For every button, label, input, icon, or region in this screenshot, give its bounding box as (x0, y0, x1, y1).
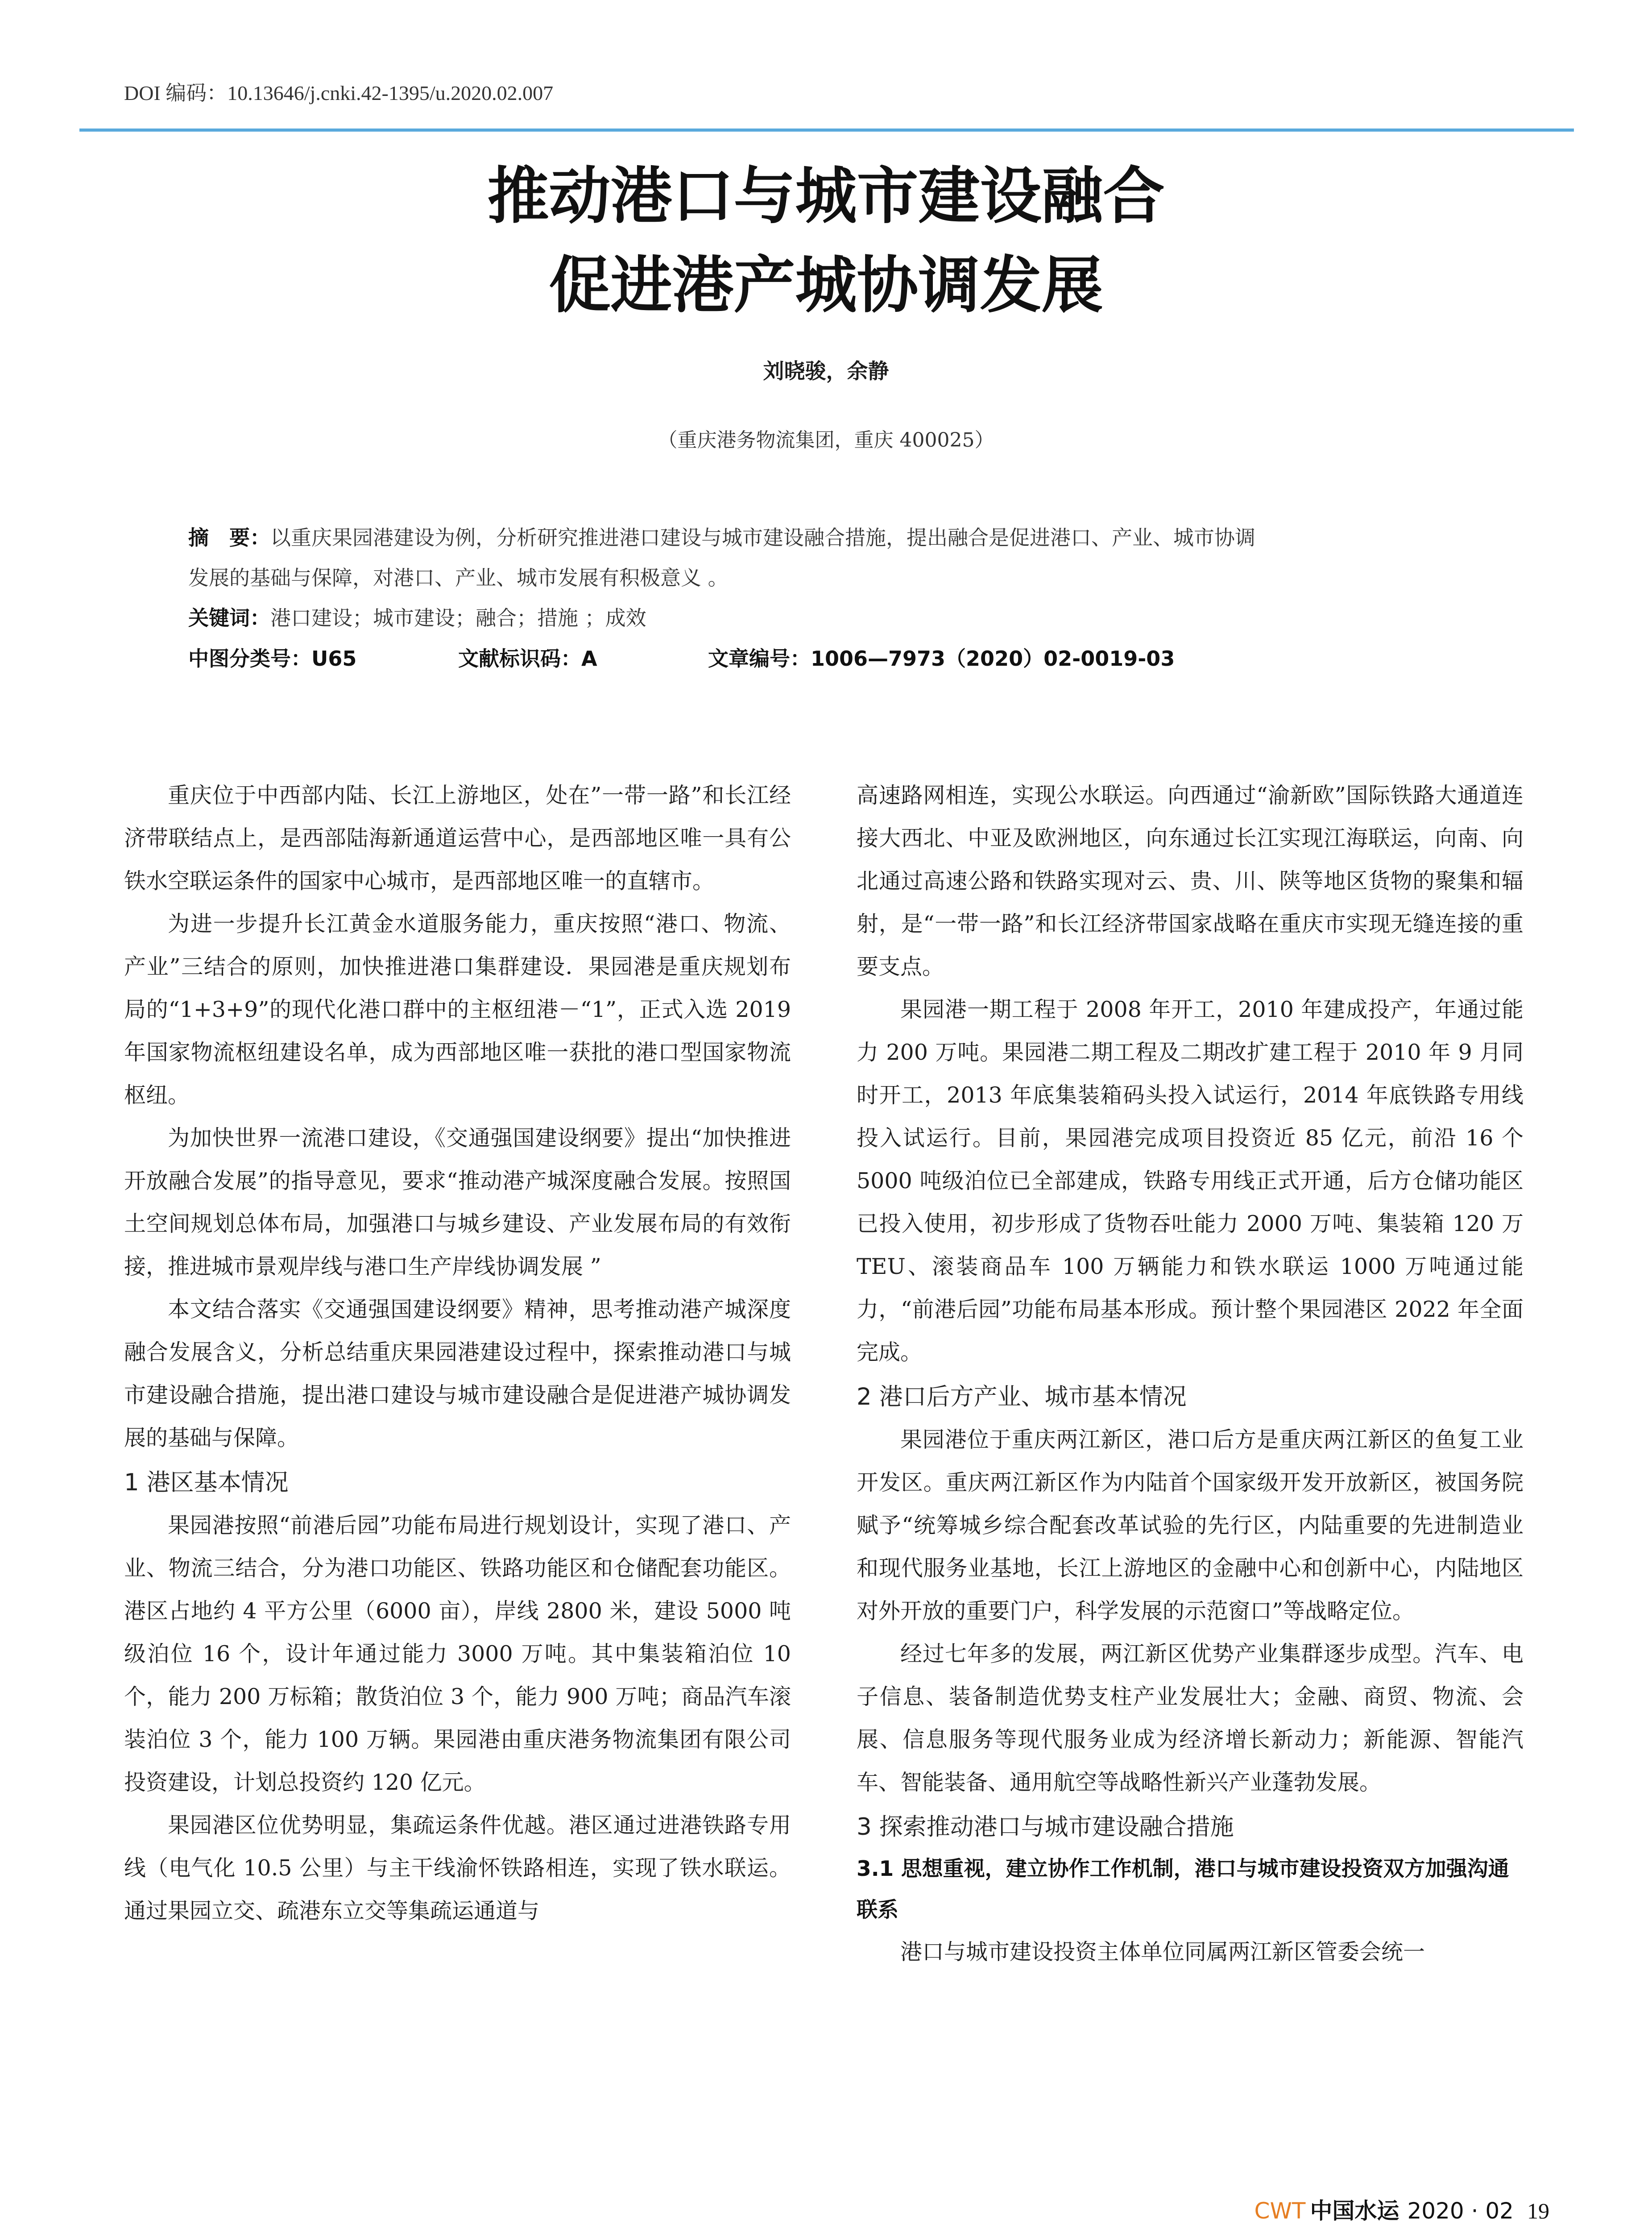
keywords-text: 港口建设；城市建设；融合；措施 ；成效 (270, 606, 646, 630)
subsection-heading-3-1: 3.1 思想重视，建立协作工作机制，港口与城市建设投资双方加强沟通联系 (857, 1857, 1509, 1922)
right-column (857, 774, 1524, 1974)
paragraph: 为进一步提升长江黄金水道服务能力，重庆按照“港口、物流、产业”三结合的原则，加快推进港口集群建设．果园港是重庆规划布局的“1+3+9”的现代化港口群中的主枢纽港－“1”，正式入选 2019 年国家物流枢纽建设名单，成为西部地区唯一获批的港口型国家物流枢纽。 (124, 911, 791, 1108)
header-rule (79, 129, 1574, 132)
affiliation: （重庆港务物流集团，重庆 400025） (658, 429, 994, 452)
abstract-label: 摘 要： (188, 526, 270, 550)
section-heading-2: 2 港口后方产业、城市基本情况 (857, 1383, 1187, 1410)
abstract-block (188, 518, 1500, 638)
section-heading-3: 3 探索推动港口与城市建设融合措施 (857, 1813, 1234, 1841)
keywords-label: 关键词： (188, 606, 270, 630)
section-heading-1: 1 港区基本情况 (124, 1469, 289, 1496)
paragraph: 果园港按照“前港后园”功能布局进行规划设计，实现了港口、产业、物流三结合，分为港口功能区、铁路功能区和仓储配套功能区。港区占地约 4 平方公里（6000 亩），岸线 2800 米，建设 5000 吨级泊位 16 个，设计年通过能力 3000 万吨。其中集装箱泊位 10 个，能力 200 万标箱；散货泊位 3 个，能力 900 万吨；商品汽车滚装泊位 3 个，能力 100 万辆。果园港由重庆港务物流集团有限公司投资建设，计划总投资约 120 亿元。 (124, 1513, 791, 1795)
left-column (124, 774, 791, 1932)
title-line-2: 促进港产城协调发展 (549, 249, 1103, 321)
cwt-logo: CWT (1254, 2198, 1306, 2224)
title-line-1: 推动港口与城市建设融合 (487, 160, 1165, 232)
paragraph: 果园港一期工程于 2008 年开工，2010 年建成投产，年通过能力 200 万吨。果园港二期工程及二期改扩建工程于 2010 年 9 月同时开工，2013 年底集装箱码头投入试运行，2014 年底铁路专用线投入试运行。目前，果园港完成项目投资近 85 亿元，前沿 16 个 5000 吨级泊位已全部建成，铁路专用线正式开通，后方仓储功能区已投入使用，初步形成了货物吞吐能力 2000 万吨、集装箱 120 万 TEU、滚装商品车 100 万辆能力和铁水联运 1000 万吨通过能力，“前港后园”功能布局基本形成。预计整个果园港区 2022 年全面完成。 (857, 997, 1524, 1365)
paragraph: 果园港区位优势明显，集疏运条件优越。港区通过进港铁路专用线（电气化 10.5 公里）与主干线渝怀铁路相连，实现了铁水联运。通过果园立交、疏港东立交等集疏运通道与 (124, 1812, 791, 1924)
abstract-line-2: 发展的基础与保障，对港口、产业、城市发展有积极意义 。 (188, 566, 729, 590)
issue-number: 2020 · 02 (1407, 2198, 1514, 2224)
paragraph: 高速路网相连，实现公水联运。向西通过“渝新欧”国际铁路大通道连接大西北、中亚及欧洲地区，向东通过长江实现江海联运，向南、向北通过高速公路和铁路实现对云、贵、川、陕等地区货物的聚集和辐射，是“一带一路”和长江经济带国家战略在重庆市实现无缝连接的重要支点。 (857, 783, 1524, 979)
document-code: 文献标识码：A (458, 647, 597, 671)
abstract-line-1 (188, 518, 1500, 558)
paragraph: 果园港位于重庆两江新区，港口后方是重庆两江新区的鱼复工业开发区。重庆两江新区作为内陆首个国家级开发开放新区，被国务院赋予“统筹城乡综合配套改革试验的先行区，内陆重要的先进制造业和现代服务业基地，长江上游地区的金融中心和创新中心，内陆地区对外开放的重要门户，科学发展的示范窗口”等战略定位。 (857, 1427, 1524, 1624)
keywords-line (188, 598, 1500, 638)
abstract-text-1: 以重庆果园港建设为例，分析研究推进港口建设与城市建设融合措施，提出融合是促进港口、产业、城市协调 (270, 526, 1255, 550)
journal-name: 中国水运 (1310, 2198, 1399, 2224)
article-number: 文章编号：1006—7973（2020）02-0019-03 (708, 647, 1175, 671)
clc-number: 中图分类号：U65 (188, 647, 357, 671)
article-title (0, 152, 1652, 330)
paragraph: 重庆位于中西部内陆、长江上游地区，处在”一带一路”和长江经济带联结点上，是西部陆海新通道运营中心，是西部地区唯一具有公铁水空联运条件的国家中心城市，是西部地区唯一的直辖市。 (124, 783, 791, 894)
paragraph: 为加快世界一流港口建设，《交通强国建设纲要》提出“加快推进开放融合发展”的指导意见，要求“推动港产城深度融合发展。按照国土空间规划总体布局，加强港口与城乡建设、产业发展布局的有效衔接，推进城市景观岸线与港口生产岸线协调发展 ” (124, 1125, 791, 1279)
authors: 刘晓骏，余静 (763, 359, 889, 384)
paragraph: 本文结合落实《交通强国建设纲要》精神，思考推动港产城深度融合发展含义，分析总结重庆果园港建设过程中，探索推动港口与城市建设融合措施，提出港口建设与城市建设融合是促进港产城协调发展的基础与保障。 (124, 1297, 791, 1451)
paragraph: 港口与城市建设投资主体单位同属两江新区管委会统一 (900, 1939, 1425, 1965)
paragraph: 经过七年多的发展，两江新区优势产业集群逐步成型。汽车、电子信息、装备制造优势支柱产业发展壮大；金融、商贸、物流、会展、信息服务等现代服务业成为经济增长新动力；新能源、智能汽车、智能装备、通用航空等战略性新兴产业蓬勃发展。 (857, 1641, 1524, 1795)
page-number: 19 (1527, 2198, 1549, 2223)
doi-line: DOI 编码：10.13646/j.cnki.42-1395/u.2020.02.007 (124, 82, 554, 104)
page-footer (1255, 2193, 1549, 2225)
